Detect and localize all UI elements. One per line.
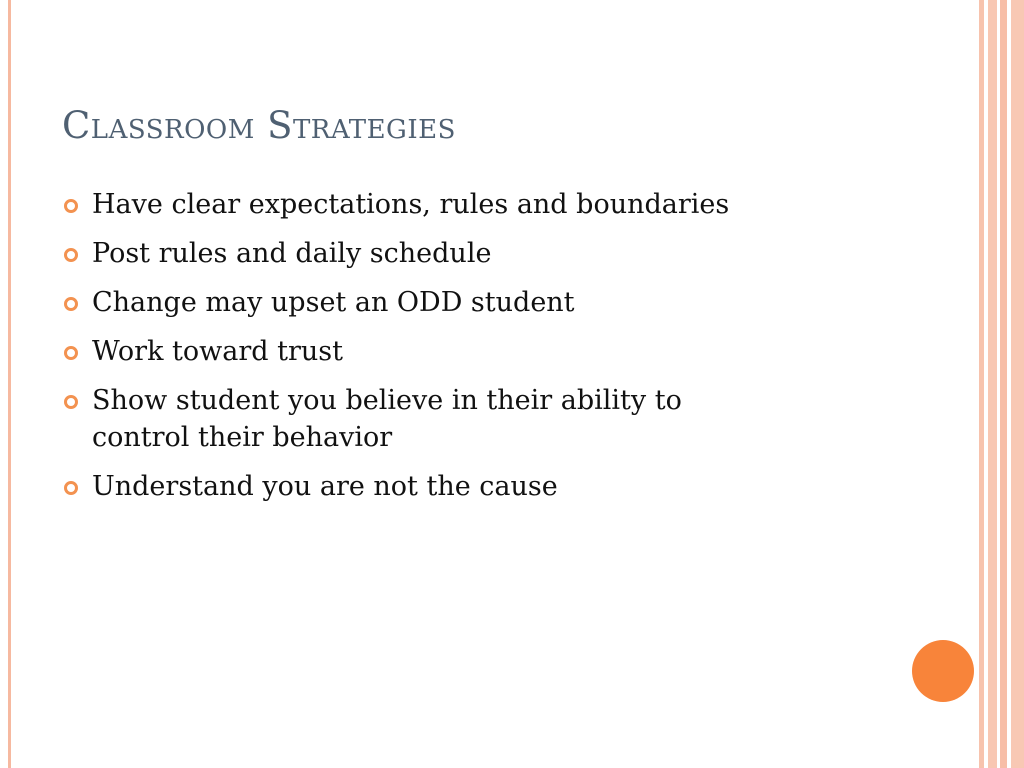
bullet-ring-icon — [64, 481, 78, 495]
orange-circle-decoration — [912, 640, 974, 702]
bullet-item — [64, 186, 824, 223]
bullet-ring-icon — [64, 297, 78, 311]
bullet-ring-icon — [64, 395, 78, 409]
bullet-text: Understand you are not the cause — [92, 471, 558, 502]
bullet-item — [64, 333, 824, 370]
right-decorative-stripes — [979, 0, 1024, 768]
stripe — [988, 0, 997, 768]
bullet-item — [64, 235, 824, 272]
bullet-text: Post rules and daily schedule — [92, 238, 492, 269]
bullet-ring-icon — [64, 199, 78, 213]
stripe — [1011, 0, 1024, 768]
slide-title: Classroom Strategies — [62, 104, 456, 147]
bullet-item — [64, 468, 824, 505]
bullet-ring-icon — [64, 346, 78, 360]
bullet-text: Show student you believe in their ability to control their behavior — [92, 385, 682, 453]
stripe — [1000, 0, 1007, 768]
bullet-list — [64, 186, 824, 517]
bullet-text: Have clear expectations, rules and boundaries — [92, 189, 730, 220]
bullet-text: Work toward trust — [92, 336, 343, 367]
bullet-item — [64, 284, 824, 321]
bullet-text: Change may upset an ODD student — [92, 287, 575, 318]
left-border-line — [8, 0, 11, 768]
bullet-ring-icon — [64, 248, 78, 262]
bullet-item — [64, 382, 824, 456]
